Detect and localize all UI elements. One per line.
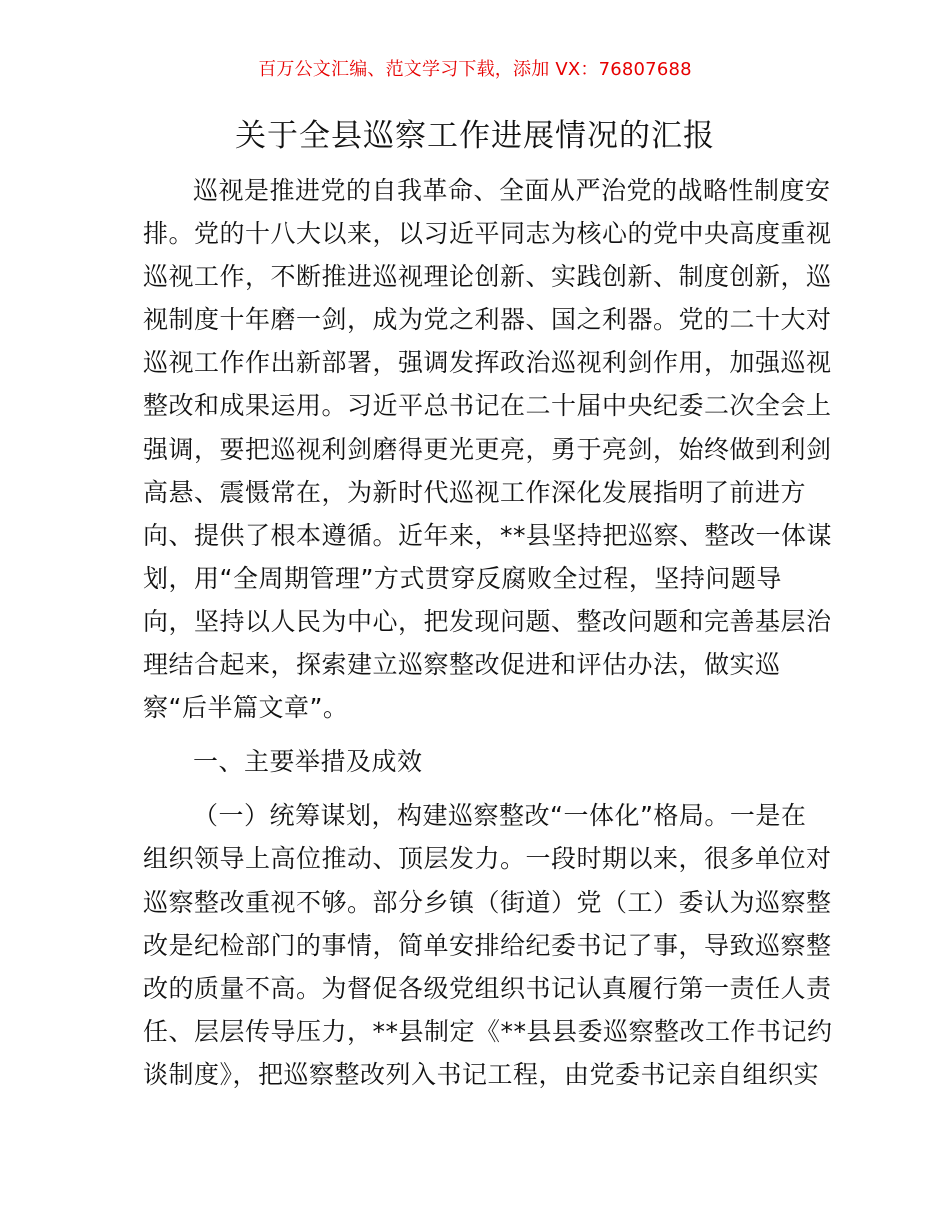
paragraph-line: 巡察整改重视不够。部分乡镇（街道）党（工）委认为巡察整 — [143, 887, 832, 917]
paragraph-intro — [143, 169, 833, 729]
paragraph-line: （一）统筹谋划，构建巡察整改“一体化”格局。一是在 — [193, 801, 807, 831]
paragraph-line: 整改和成果运用。习近平总书记在二十届中央纪委二次全会上 — [143, 391, 832, 421]
paragraph-line: 巡视是推进党的自我革命、全面从严治党的战略性制度安 — [193, 176, 831, 205]
paragraph-line: 改是纪检部门的事情，简单安排给纪委书记了事，导致巡察整 — [143, 930, 832, 960]
document-title: 关于全县巡察工作进展情况的汇报 — [235, 118, 715, 154]
section-gap — [143, 783, 813, 794]
paragraph-line: 组织领导上高位推动、顶层发力。一段时期以来，很多单位对 — [143, 844, 832, 874]
paragraph-line: 强调，要把巡视利剑磨得更光更亮，勇于亮剑，始终做到利剑 — [143, 434, 832, 464]
paragraph-line: 排。党的十八大以来，以习近平同志为核心的党中央高度重视 — [143, 219, 832, 249]
paragraph-line: 理结合起来，探索建立巡察整改促进和评估办法，做实巡 — [143, 650, 781, 680]
paragraph-line: 改的质量不高。为督促各级党组织书记认真履行第一责任人责 — [143, 973, 832, 1003]
paragraph-line: 划，用“全周期管理”方式贯穿反腐败全过程，坚持问题导 — [143, 563, 782, 593]
paragraph-line: 向，坚持以人民为中心，把发现问题、整改问题和完善基层治 — [143, 606, 832, 636]
paragraph-line: 高悬、震慑常在，为新时代巡视工作深化发展指明了前进方 — [143, 477, 807, 507]
paragraph-line: 任、层层传导压力，**县制定《**县县委巡察整改工作书记约 — [143, 1016, 833, 1046]
paragraph-measures — [143, 794, 833, 1096]
paragraph-line: 视制度十年磨一剑，成为党之利器、国之利器。党的二十大对 — [143, 305, 832, 335]
paragraph-line: 谈制度》，把巡察整改列入书记工程，由党委书记亲自组织实 — [143, 1059, 820, 1089]
paragraph-line: 巡视工作，不断推进巡视理论创新、实践创新、制度创新，巡 — [143, 262, 832, 292]
document-body — [143, 169, 833, 1096]
header-note: 百万公文汇编、范文学习下载，添加 VX：76807688 — [258, 59, 692, 80]
section-heading: 一、主要举措及成效 — [193, 747, 423, 777]
paragraph-line: 向、提供了根本遵循。近年来，**县坚持把巡察、整改一体谋 — [143, 520, 833, 550]
paragraph-line: 察“后半篇文章”。 — [143, 693, 349, 723]
section-gap — [143, 729, 813, 740]
paragraph-line: 巡视工作作出新部署，强调发挥政治巡视利剑作用，加强巡视 — [143, 348, 832, 378]
